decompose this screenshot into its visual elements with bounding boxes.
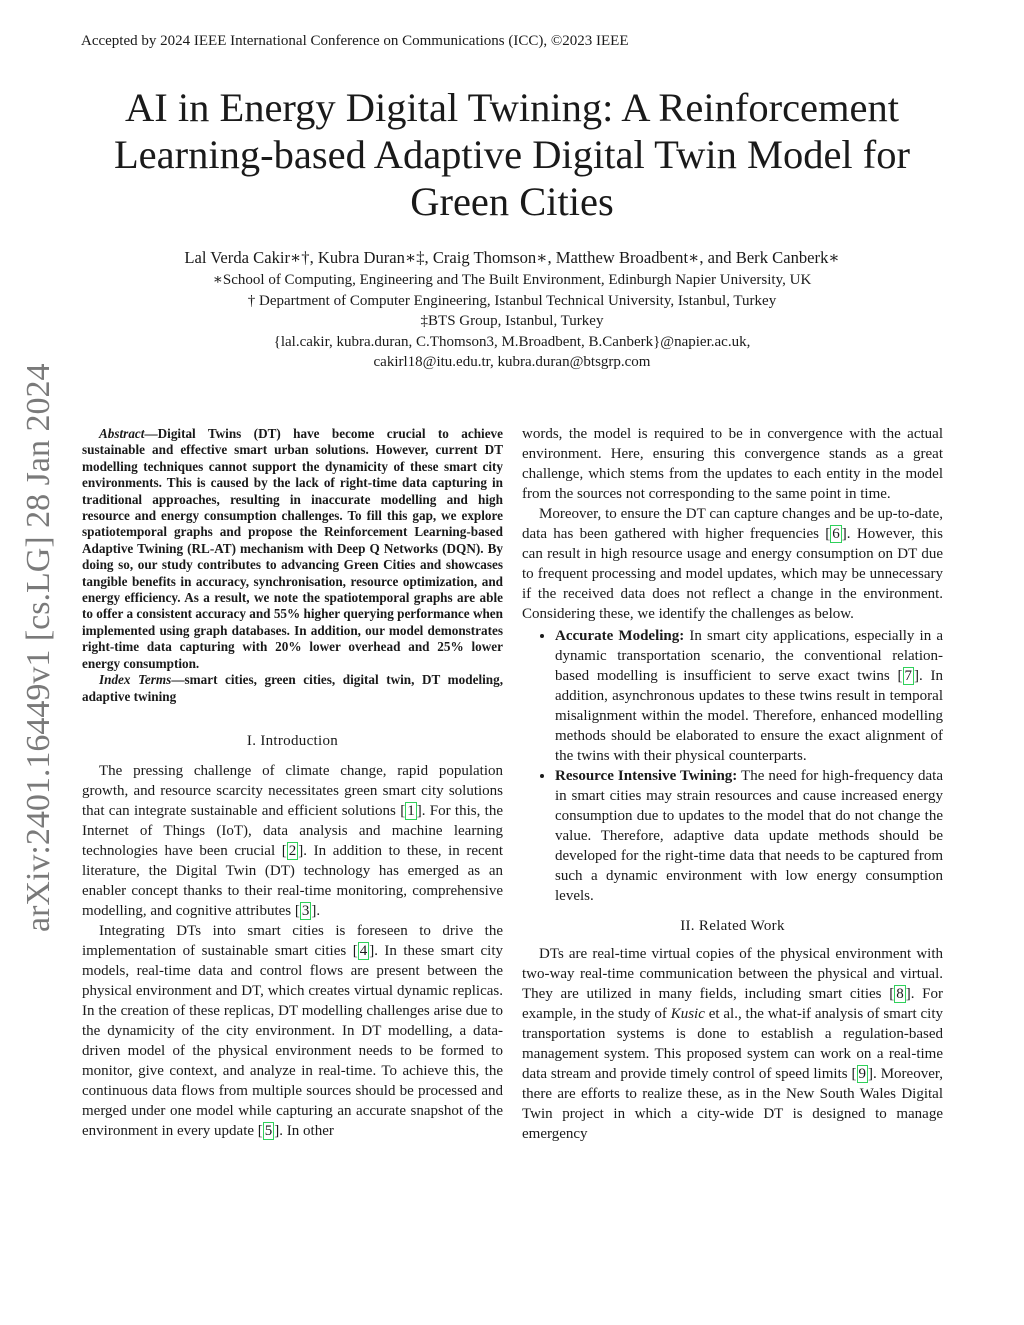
list-item: • Resource Intensive Twining: The need for high-frequency data in smart cities may strain resources and cause increased energy consumption due to updates to the model that do not change the value. Therefore, adaptive data update methods should be developed for the right-time data that needs to be captured from such a dynamic environment with low energy consumption levels. xyxy=(555,766,943,906)
challenge-list xyxy=(522,626,943,906)
citation-link[interactable]: 7 xyxy=(904,668,912,684)
section-heading-introduction: I. Introduction xyxy=(246,732,339,749)
index-terms-text: —smart cities, green cities, digital twin, DT modeling, adaptive twining xyxy=(82,672,503,704)
citation-link[interactable]: 8 xyxy=(896,986,904,1002)
affiliation-1: ∗School of Computing, Engineering and The Built Environment, Edinburgh Napier University, UK xyxy=(212,272,812,288)
continued-paragraph: words, the model is required to be in convergence with the actual environment. Here, ensuring this convergence stands as a great challenge, which stems from the updates to each entity in the model from the sources not corresponding to the same point in time. xyxy=(522,426,943,502)
citation-link[interactable]: 6 xyxy=(832,526,840,542)
intro-paragraph-2: Integrating DTs into smart cities is foreseen to drive the implementation of sustainable smart cities [ 4 ]. In these smart city models, real-time data and control flows are present between the physical environment and DT, which creates virtual dynamic replicas. In the creation of these replicas, DT modelling challenges arise due to the dynamicity of the city environment. In DT modelling, a data-driven model of the physical environment needs to be formed to monitor, give context, and analyze in real-time. To achieve this, the continuous data flows from multiple sources should be processed and merged under one model while capturing an accurate snapshot of the environment in every update [ 5 ]. In other xyxy=(82,922,503,1139)
index-terms xyxy=(82,672,503,705)
bullet-title: Resource Intensive Twining: xyxy=(555,768,738,784)
citation-link[interactable]: 5 xyxy=(264,1122,273,1139)
section-heading-related-work: II. Related Work xyxy=(680,918,785,934)
abstract-label: Abstract xyxy=(99,426,145,441)
conference-note: Accepted by 2024 IEEE International Conference on Communications (ICC), ©2023 IEEE xyxy=(81,33,629,49)
abstract xyxy=(82,426,503,672)
affiliation-3: ‡BTS Group, Istanbul, Turkey xyxy=(420,313,604,329)
intro-paragraph-1: The pressing challenge of climate change, rapid population growth, and resource scarcity necessitates green smart city solutions that can integrate sustainable and efficient solutions [ 1 ]. For this, the Internet of Things (IoT), data analysis and machine learning technologies have been crucial [ 2 ]. In addition to these, in recent literature, the Digital Twin (DT) technology has emerged as an enabler concept thanks to their real-time monitoring, comprehensive modelling, and cognitive attributes [ 3 ]. xyxy=(82,762,504,919)
citation-link[interactable]: 2 xyxy=(288,842,297,859)
left-column xyxy=(82,426,503,1141)
index-terms-label: Index Terms xyxy=(99,672,172,688)
related-work-paragraph: DTs are real-time virtual copies of the physical environment with two-way real-time communication between the physical and virtual. They are utilized in many fields, including smart cities [ 8 ]. For example, in the study of Kusic et al., the what-if analysis of smart city transportation systems is done to establish a regulation-based management system. This proposed system can work on a real-time data stream and provide timely control of speed limits [ 9 ]. Moreover, there are efforts to realize these, as in the New South Wales Digital Twin project in which a city-wide DT is designed to manage emergency xyxy=(522,946,943,1142)
citation-link[interactable]: 9 xyxy=(858,1066,867,1082)
affiliation-2: † Department of Computer Engineering, Istanbul Technical University, Istanbul, Turkey xyxy=(247,292,777,309)
affiliations xyxy=(60,270,964,373)
email-line-2: cakirl18@itu.edu.tr, kubra.duran@btsgrp.com xyxy=(373,354,651,370)
abstract-text: —Digital Twins (DT) have become crucial to achieve sustainable and effective smart urban solutions. However, current DT modelling techniques cannot support the dynamicity of these smart city environments. This is caused by the lack of right-time data capturing in traditional approaches, resulting in inaccurate modelling and high resource and energy consumption challenges. To fill this gap, we explore spatiotemporal graphs and propose the Reinforcement Learning-based Adaptive Twining (RL-AT) mechanism with Deep Q Networks (DQN). By doing so, our study contributes to advancing Green Cities and showcases tangible benefits in accuracy, synchronisation, resource optimization, and energy efficiency. As a result, we note the spatiotemporal graphs are able to offer a consistent accuracy and 55% higher querying performance when implemented using graph databases. In addition, our model demonstrates right-time data capturing with 20% lower overhead and 25% lower energy consumption. xyxy=(82,426,503,671)
citation-link[interactable]: 4 xyxy=(359,942,368,959)
list-item: • Accurate Modeling: In smart city applications, especially in a dynamic transportation scenario, the conventional relation-based modelling is insufficient to serve exact twins [ 7 ]. In addition, asynchronous updates to these twins result in temporal misalignment within the model. Therefore, enhanced modelling methods should be elaborated to ensure the exact alignment of the twins with their physical counterparts. xyxy=(555,626,943,766)
challenges-paragraph: Moreover, to ensure the DT can capture changes and be up-to-date, data has been gathered with higher frequencies [ 6 ]. However, this can result in high resource usage and energy consumption on DT due to frequent processing and model updates, which may be unnecessary if the received data does not reflect a change in the environment. Considering these, we identify the challenges as below. xyxy=(522,506,943,622)
bullet-title: Accurate Modeling: xyxy=(555,628,685,644)
email-line-1: {lal.cakir, kubra.duran, C.Thomson3, M.Broadbent, B.Canberk}@napier.ac.uk, xyxy=(273,333,751,350)
right-column xyxy=(522,424,943,1144)
arxiv-identifier: arXiv:2401.16449v1 [cs.LG] 28 Jan 2024 xyxy=(20,363,57,932)
citation-link[interactable]: 3 xyxy=(301,902,310,919)
author-list: Lal Verda Cakir∗†, Kubra Duran∗‡, Craig Thomson∗, Matthew Broadbent∗, and Berk Canberk∗ xyxy=(184,248,840,267)
citation-link[interactable]: 1 xyxy=(407,802,415,819)
paper-title: AI in Energy Digital Twining: A Reinforcement Learning-based Adaptive Digital Twin Model for Green Cities xyxy=(113,85,911,224)
